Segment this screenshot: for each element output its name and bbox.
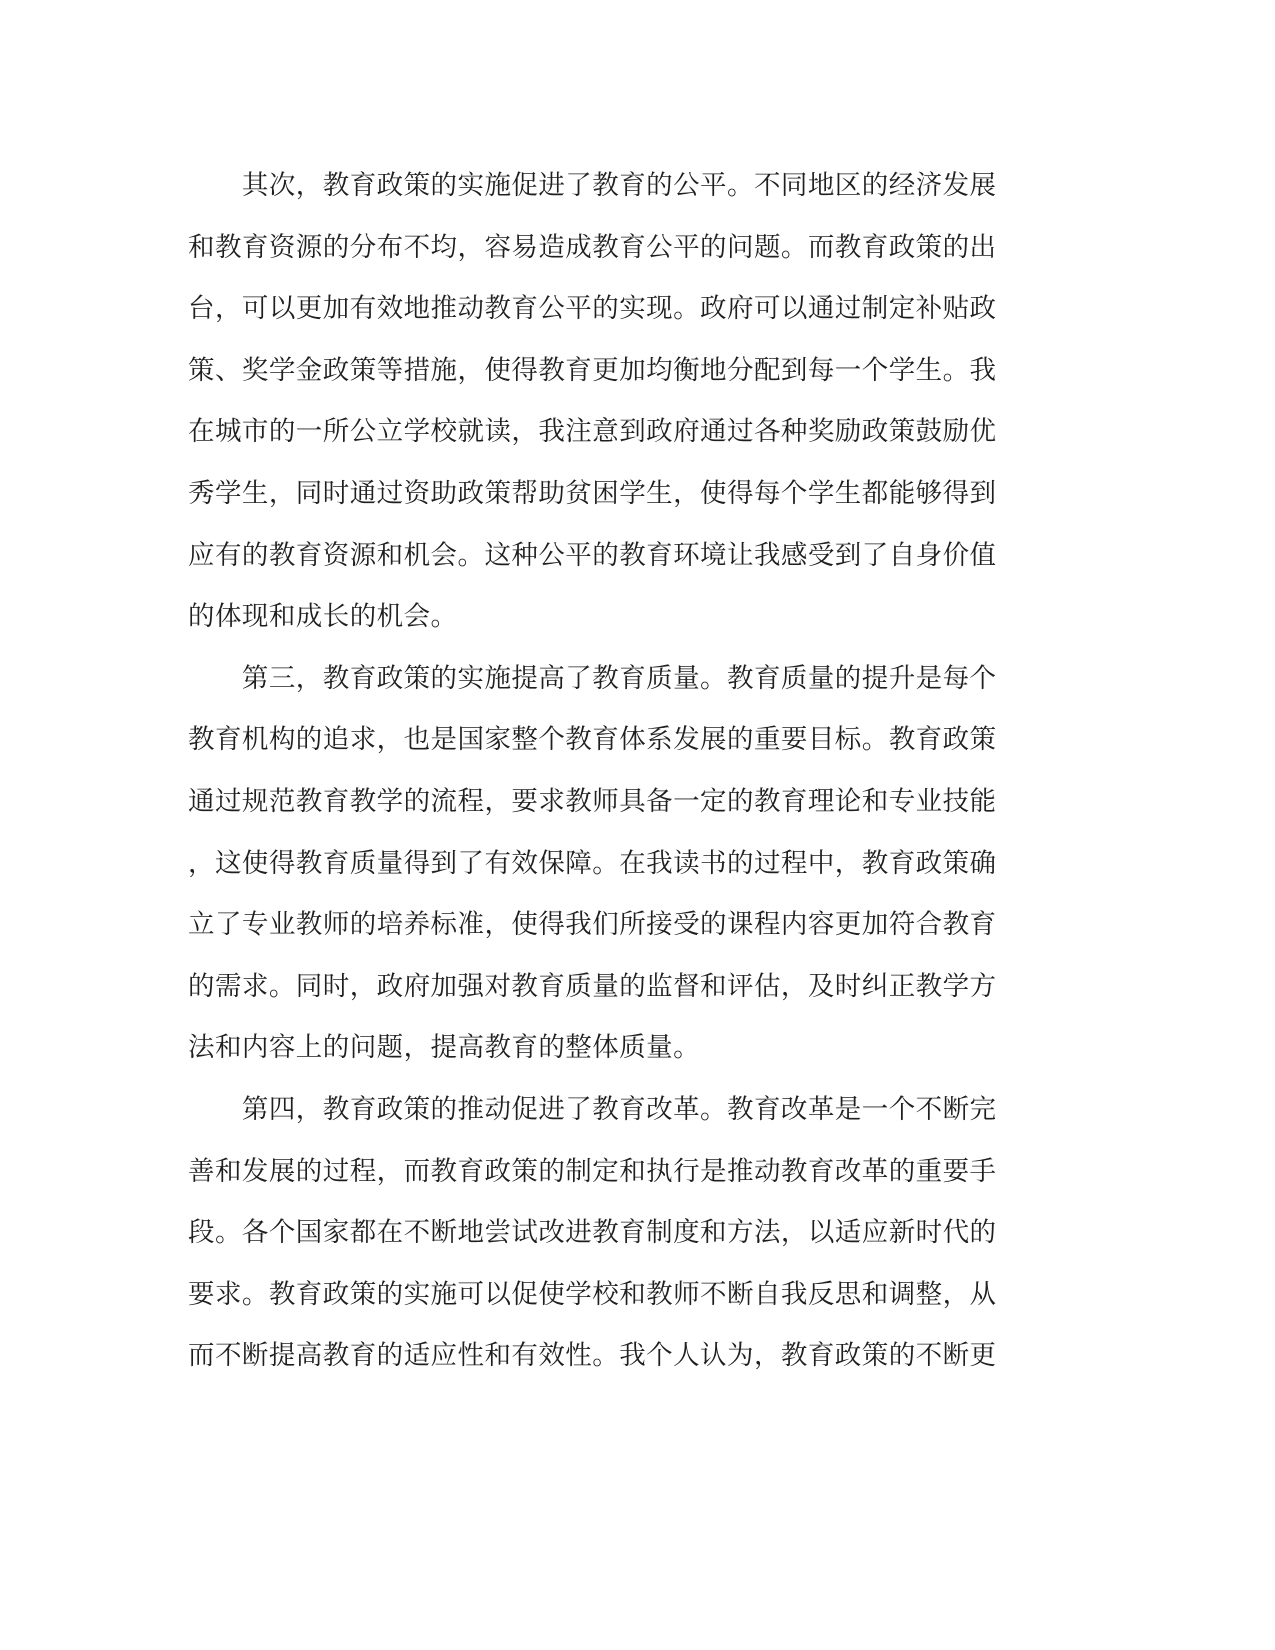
text-line: 要求。教育政策的实施可以促使学校和教师不断自我反思和调整，从 <box>188 1278 997 1310</box>
text-line: 善和发展的过程，而教育政策的制定和执行是推动教育改革的重要手 <box>188 1155 997 1187</box>
text-line: 段。各个国家都在不断地尝试改进教育制度和方法，以适应新时代的 <box>188 1217 997 1249</box>
text-line: ，这使得教育质量得到了有效保障。在我读书的过程中，教育政策确 <box>188 847 997 879</box>
text-line: 和教育资源的分布不均，容易造成教育公平的问题。而教育政策的出 <box>188 231 997 263</box>
paragraph-3 <box>188 1079 1068 1387</box>
text-line: 法和内容上的问题，提高教育的整体质量。 <box>188 1032 701 1064</box>
text-line: 秀学生，同时通过资助政策帮助贫困学生，使得每个学生都能够得到 <box>188 477 997 509</box>
text-line: 应有的教育资源和机会。这种公平的教育环境让我感受到了自身价值 <box>188 539 997 571</box>
text-line: 教育机构的追求，也是国家整个教育体系发展的重要目标。教育政策 <box>188 724 997 756</box>
text-line: 策、奖学金政策等措施，使得教育更加均衡地分配到每一个学生。我 <box>188 354 997 386</box>
paragraph-2 <box>188 648 1068 1079</box>
text-line: 而不断提高教育的适应性和有效性。我个人认为，教育政策的不断更 <box>188 1340 997 1372</box>
document-body <box>188 155 1068 1387</box>
text-line: 的需求。同时，政府加强对教育质量的监督和评估，及时纠正教学方 <box>188 970 997 1002</box>
text-line: 立了专业教师的培养标准，使得我们所接受的课程内容更加符合教育 <box>188 909 997 941</box>
text-line: 第四，教育政策的推动促进了教育改革。教育改革是一个不断完 <box>188 1093 997 1125</box>
text-line: 第三，教育政策的实施提高了教育质量。教育质量的提升是每个 <box>188 662 997 694</box>
paragraph-1 <box>188 155 1068 648</box>
text-line: 通过规范教育教学的流程，要求教师具备一定的教育理论和专业技能 <box>188 785 997 817</box>
text-line: 的体现和成长的机会。 <box>188 601 458 633</box>
text-line: 台，可以更加有效地推动教育公平的实现。政府可以通过制定补贴政 <box>188 293 997 325</box>
text-line: 其次，教育政策的实施促进了教育的公平。不同地区的经济发展 <box>188 170 997 201</box>
text-line: 在城市的一所公立学校就读，我注意到政府通过各种奖励政策鼓励优 <box>188 416 997 448</box>
